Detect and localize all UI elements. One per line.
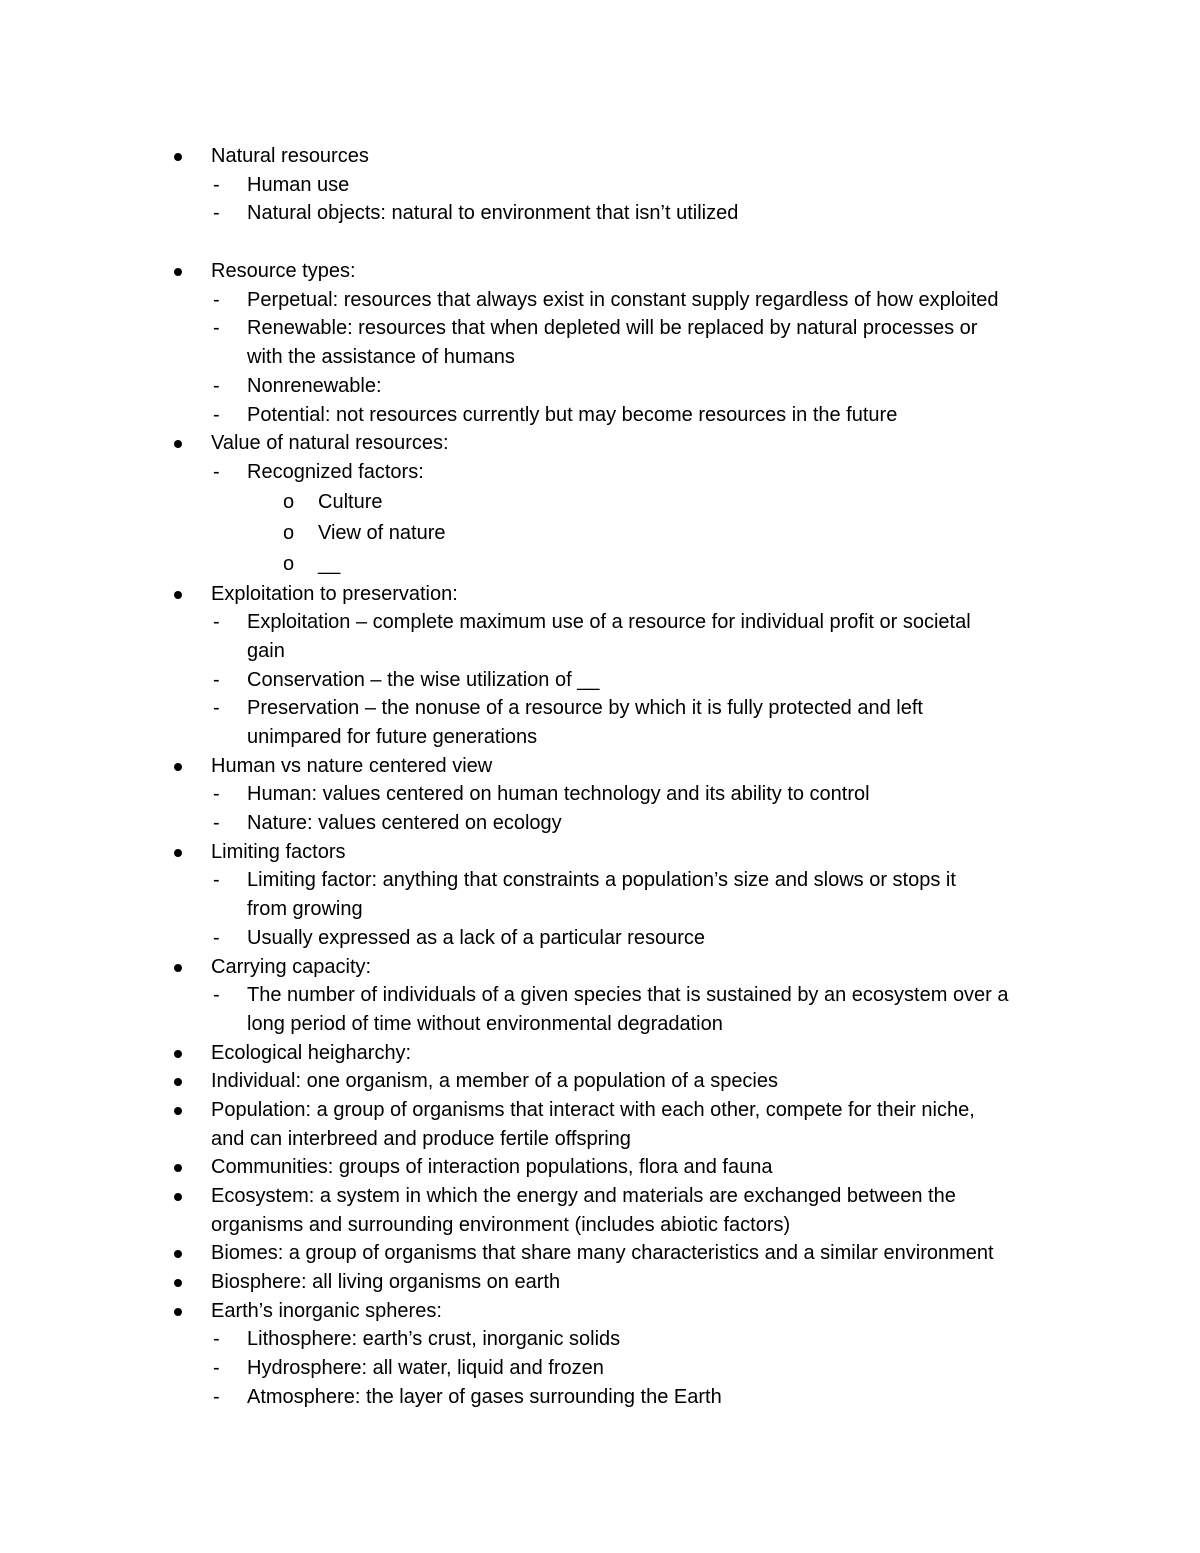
item-text: Limiting factors <box>211 840 346 863</box>
bullet-icon <box>174 964 182 972</box>
list-item <box>0 1153 1200 1182</box>
circle-bullet-icon: o <box>283 490 295 513</box>
bullet-icon <box>174 591 182 599</box>
item-text: Hydrosphere: all water, liquid and frozen <box>247 1357 604 1380</box>
list-item-continuation <box>0 723 1200 752</box>
item-text: from growing <box>247 898 363 921</box>
item-text: Natural objects: natural to environment that isn’t utilized <box>247 202 739 225</box>
list-item-continuation <box>0 1125 1200 1154</box>
bullet-icon <box>174 763 182 771</box>
item-text: Perpetual: resources that always exist in constant supply regardless of how exploited <box>247 288 999 311</box>
bullet-icon <box>174 1279 182 1287</box>
item-text: Resource types: <box>211 260 356 283</box>
item-text: Natural resources <box>211 145 369 167</box>
list-item <box>0 518 1200 549</box>
list-item <box>0 199 1200 228</box>
dash-icon: - <box>213 460 220 483</box>
item-text: Renewable: resources that when depleted will be replaced by natural processes or <box>247 317 978 340</box>
item-text: Human use <box>247 173 350 196</box>
bullet-icon <box>174 849 182 857</box>
list-item <box>0 171 1200 200</box>
dash-icon: - <box>213 783 220 806</box>
list-item-continuation <box>0 343 1200 372</box>
list-item <box>0 1325 1200 1354</box>
bullet-icon <box>174 1078 182 1086</box>
bullet-icon <box>174 1107 182 1115</box>
list-item <box>0 1067 1200 1096</box>
item-text: Atmosphere: the layer of gases surrounding the Earth <box>247 1385 722 1408</box>
list-item <box>0 142 1200 171</box>
list-item <box>0 1268 1200 1297</box>
list-item <box>0 580 1200 609</box>
list-item <box>0 780 1200 809</box>
item-text: Biomes: a group of organisms that share many characteristics and a similar environment <box>211 1242 994 1265</box>
list-item <box>0 809 1200 838</box>
dash-icon: - <box>213 611 220 634</box>
dash-icon: - <box>213 202 220 225</box>
item-text: Value of natural resources: <box>211 432 449 455</box>
list-item <box>0 1182 1200 1211</box>
bullet-icon <box>174 1050 182 1058</box>
list-item <box>0 1239 1200 1268</box>
item-text: View of nature <box>318 521 446 544</box>
dash-icon: - <box>213 317 220 340</box>
blank-line <box>0 228 1200 257</box>
item-text: gain <box>247 639 285 662</box>
list-item-continuation <box>0 895 1200 924</box>
bullet-icon <box>174 440 182 448</box>
list-item <box>0 372 1200 401</box>
item-text: Potential: not resources currently but may become resources in the future <box>247 403 898 426</box>
list-item <box>0 866 1200 895</box>
item-text: Exploitation – complete maximum use of a resource for individual profit or societal <box>247 611 971 634</box>
list-item <box>0 487 1200 518</box>
item-text: Preservation – the nonuse of a resource by which it is fully protected and left <box>247 697 923 720</box>
bullet-icon <box>174 1308 182 1316</box>
item-text: Human vs nature centered view <box>211 754 493 777</box>
list-item <box>0 1297 1200 1326</box>
list-item <box>0 953 1200 982</box>
item-text: Lithosphere: earth’s crust, inorganic solids <box>247 1328 621 1351</box>
item-text: Human: values centered on human technology and its ability to control <box>247 783 870 806</box>
bullet-icon <box>174 268 182 276</box>
list-item <box>0 314 1200 343</box>
list-item <box>0 1039 1200 1068</box>
dash-icon: - <box>213 668 220 691</box>
dash-icon: - <box>213 697 220 720</box>
item-text: organisms and surrounding environment (includes abiotic factors) <box>211 1213 791 1236</box>
list-item <box>0 1096 1200 1125</box>
item-text: Nature: values centered on ecology <box>247 812 562 835</box>
item-text: and can interbreed and produce fertile offspring <box>211 1127 631 1150</box>
list-item <box>0 1383 1200 1412</box>
dash-icon: - <box>213 173 220 196</box>
dash-icon: - <box>213 812 220 835</box>
bullet-icon <box>174 1164 182 1172</box>
bullet-icon <box>174 1250 182 1258</box>
list-item-continuation <box>0 1010 1200 1039</box>
item-text: Limiting factor: anything that constraints a population’s size and slows or stops it <box>247 869 956 892</box>
dash-icon: - <box>213 869 220 892</box>
dash-icon: - <box>213 1385 220 1408</box>
item-text: Ecosystem: a system in which the energy and materials are exchanged between the <box>211 1185 956 1207</box>
dash-icon: - <box>213 403 220 426</box>
list-item <box>0 1354 1200 1383</box>
list-item <box>0 924 1200 953</box>
dash-icon: - <box>213 984 220 1007</box>
item-text: with the assistance of humans <box>247 346 515 369</box>
dash-icon: - <box>213 926 220 949</box>
item-text: Communities: groups of interaction populations, flora and fauna <box>211 1156 773 1179</box>
item-text: Recognized factors: <box>247 460 424 483</box>
list-item <box>0 838 1200 867</box>
list-item <box>0 694 1200 723</box>
item-text: Individual: one organism, a member of a population of a species <box>211 1070 779 1093</box>
list-item <box>0 257 1200 286</box>
list-item <box>0 429 1200 458</box>
circle-bullet-icon: o <box>283 552 295 575</box>
item-text: unimpared for future generations <box>247 726 538 748</box>
list-item <box>0 458 1200 487</box>
circle-bullet-icon: o <box>283 521 295 544</box>
list-item <box>0 286 1200 315</box>
item-text: Conservation – the wise utilization of __ <box>247 668 600 691</box>
item-text: __ <box>318 552 341 575</box>
list-item-continuation <box>0 637 1200 666</box>
list-item <box>0 666 1200 695</box>
item-text: Nonrenewable: <box>247 374 382 397</box>
list-item <box>0 401 1200 430</box>
item-text: Biosphere: all living organisms on earth <box>211 1271 561 1294</box>
item-text: Carrying capacity: <box>211 955 372 978</box>
bullet-icon <box>174 153 182 161</box>
list-item-continuation <box>0 1211 1200 1240</box>
item-text: long period of time without environmental degradation <box>247 1012 723 1035</box>
list-item <box>0 549 1200 580</box>
list-item <box>0 981 1200 1010</box>
dash-icon: - <box>213 374 220 397</box>
item-text: Population: a group of organisms that interact with each other, compete for their niche, <box>211 1098 975 1121</box>
item-text: Exploitation to preservation: <box>211 582 458 605</box>
item-text: Usually expressed as a lack of a particular resource <box>247 926 705 949</box>
item-text: Ecological heigharchy: <box>211 1041 412 1064</box>
dash-icon: - <box>213 1357 220 1380</box>
dash-icon: - <box>213 288 220 311</box>
bullet-icon <box>174 1193 182 1201</box>
item-text: The number of individuals of a given species that is sustained by an ecosystem over a <box>247 984 1009 1007</box>
item-text: Culture <box>318 490 383 513</box>
item-text: Earth’s inorganic spheres: <box>211 1299 442 1322</box>
list-item <box>0 608 1200 637</box>
dash-icon: - <box>213 1328 220 1351</box>
list-item <box>0 752 1200 781</box>
